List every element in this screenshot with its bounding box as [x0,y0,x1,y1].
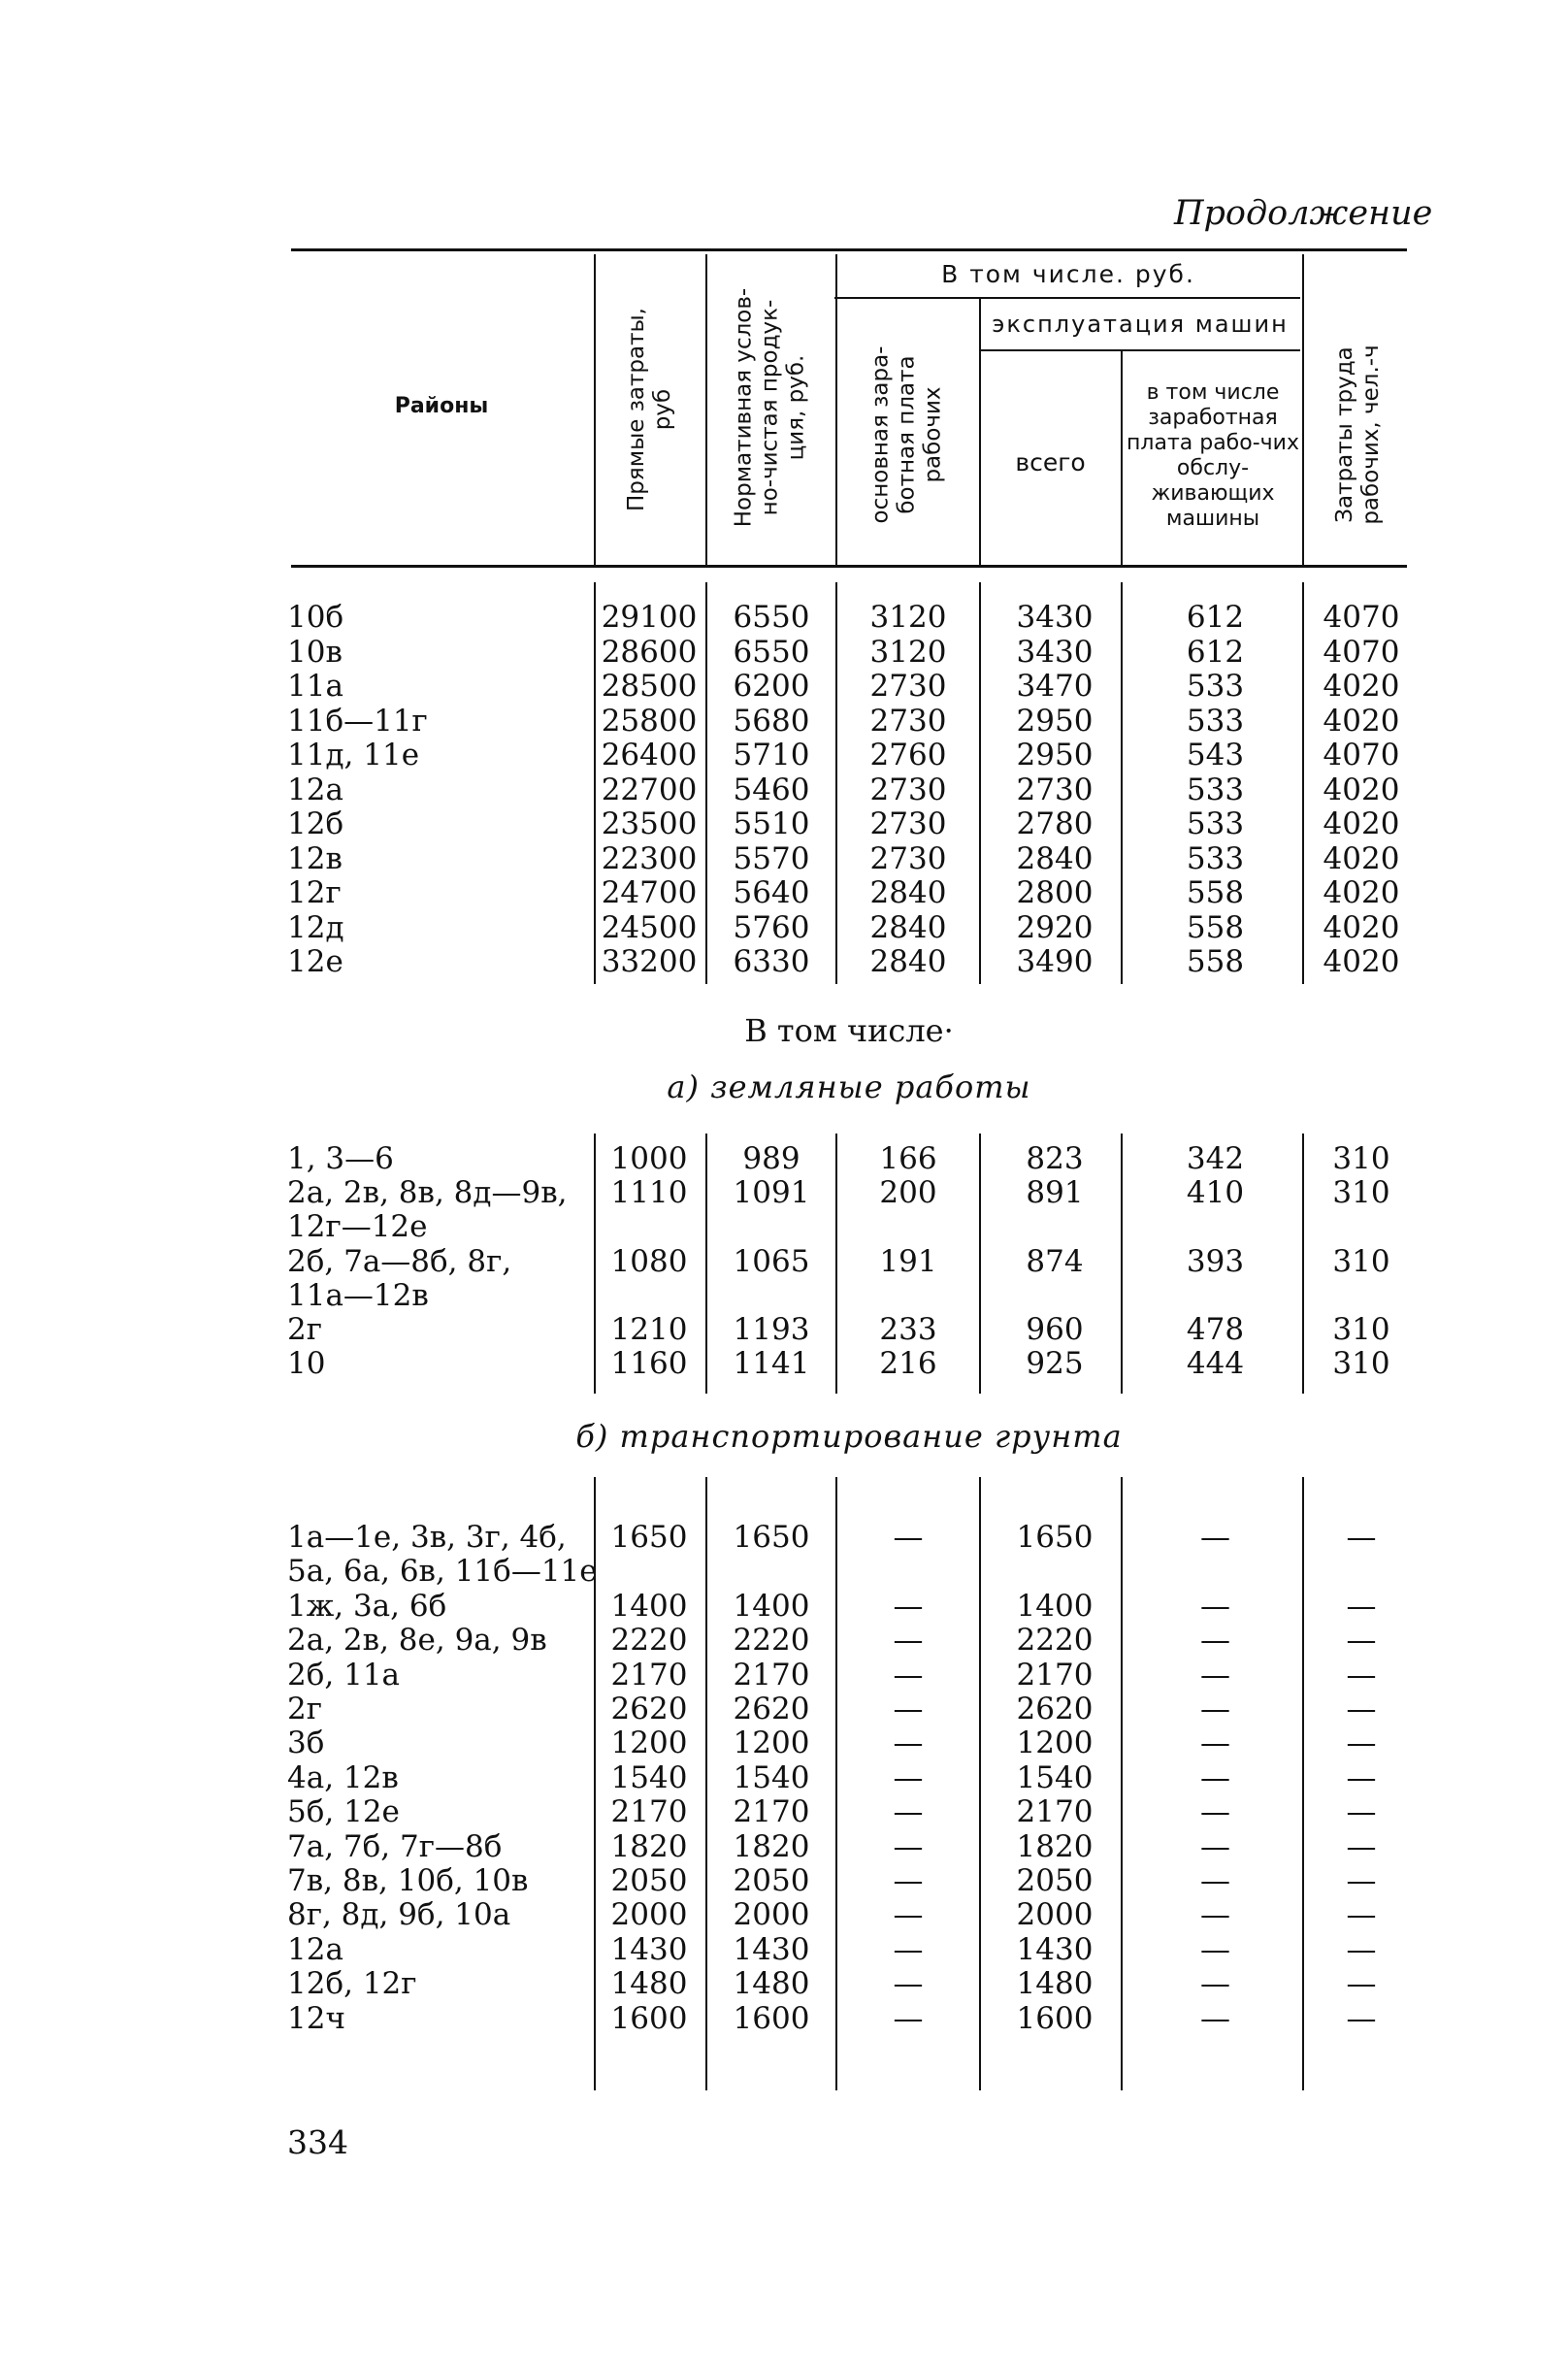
value-cell: 22300 [601,840,698,876]
value-cell: 2620 [610,1692,688,1726]
table-row [0,704,1568,739]
district-cell: 5а, 6а, 6в, 11б—11е [287,1554,598,1590]
value-cell: 4020 [1323,703,1400,739]
value-cell: 1400 [733,1588,810,1624]
value-cell: 2000 [1016,1897,1094,1933]
value-cell: 6550 [733,634,810,670]
value-cell: 2730 [1016,772,1094,807]
value-cell: 5710 [733,738,810,772]
value-cell: 1480 [1016,1966,1094,2002]
value-cell: 1200 [610,1725,688,1761]
value-cell: — [1346,1931,1377,1967]
value-cell: 891 [1026,1175,1084,1211]
table-row [0,1244,1568,1279]
value-cell: 2170 [610,1794,688,1830]
value-cell: — [1200,1931,1230,1967]
value-cell: 2170 [610,1657,688,1692]
value-cell: — [1346,1966,1377,2002]
header-base-wages: основная зара- ботная плата рабочих [867,345,946,524]
header-machine-wages: в том числе заработная плата рабо-чих обслу-живающих машины [1127,380,1299,531]
district-cell: 12г [287,875,342,910]
district-cell: 7в, 8в, 10б, 10в [287,1863,529,1898]
value-cell: 2220 [733,1623,810,1659]
value-cell: — [1200,1897,1230,1933]
value-cell: 4020 [1323,875,1400,910]
value-cell: 2730 [869,840,947,876]
value-cell: 1650 [610,1520,688,1555]
value-cell: 310 [1332,1141,1390,1176]
district-cell: 4а, 12в [287,1759,399,1795]
district-cell: 2г [287,1692,322,1726]
table-row [0,1520,1568,1555]
value-cell: — [1346,1897,1377,1933]
value-cell: 533 [1186,669,1245,704]
district-cell: 11б—11г [287,703,428,739]
value-cell: 1091 [733,1175,810,1211]
value-cell: 3120 [869,600,947,635]
table-row [0,1760,1568,1795]
value-cell: 5640 [733,875,810,910]
value-cell: — [1346,1623,1377,1659]
value-cell: 233 [879,1312,937,1347]
table-row [0,772,1568,807]
value-cell: 960 [1026,1312,1084,1347]
district-cell: 11д, 11е [287,738,420,772]
value-cell: 543 [1186,738,1245,772]
header-including-group: В том числе. руб. [941,260,1195,288]
value-cell: 4020 [1323,772,1400,807]
table-row [0,1966,1568,2001]
value-cell: 1210 [610,1312,688,1347]
value-cell: 6550 [733,600,810,635]
district-cell: 2а, 2в, 8в, 8д—9в, [287,1175,568,1211]
district-cell: 11а—12в [287,1277,429,1313]
value-cell: — [1200,1966,1230,2002]
header-vline [1302,254,1304,565]
header-vline [594,254,596,565]
header-total: всего [1015,448,1086,476]
district-cell: 2б, 11а [287,1657,401,1692]
table-row [0,875,1568,910]
district-cell: 2а, 2в, 8е, 9а, 9в [287,1623,547,1659]
value-cell: 4020 [1323,669,1400,704]
value-cell: 1650 [1016,1520,1094,1555]
value-cell: — [893,1623,924,1659]
table-top-rule [291,248,1407,251]
value-cell: 533 [1186,703,1245,739]
district-cell: 12ч [287,2000,345,2036]
value-cell: 1540 [733,1759,810,1795]
district-cell: 12в [287,840,343,876]
value-cell: — [1346,1588,1377,1624]
header-direct-costs: Прямые затраты, руб [623,308,675,511]
value-cell: 1200 [1016,1725,1094,1761]
value-cell: 25800 [601,703,698,739]
value-cell: 1650 [733,1520,810,1555]
value-cell: 33200 [601,944,698,979]
value-cell: — [1200,1588,1230,1624]
value-cell: 1600 [733,2000,810,2036]
table-row [0,1623,1568,1658]
table-row [0,944,1568,979]
value-cell: 533 [1186,772,1245,807]
value-cell: — [1200,1623,1230,1659]
value-cell: — [1346,2000,1377,2036]
value-cell: 2050 [1016,1863,1094,1898]
value-cell: 166 [879,1141,937,1176]
value-cell: 533 [1186,806,1245,841]
value-cell: 1200 [733,1725,810,1761]
district-cell: 12д [287,909,344,945]
value-cell: 989 [742,1141,800,1176]
value-cell: — [1200,1794,1230,1830]
value-cell: 612 [1186,634,1245,670]
value-cell: 612 [1186,600,1245,635]
table-row [0,1932,1568,1967]
value-cell: 410 [1186,1175,1245,1211]
value-cell: 558 [1186,909,1245,945]
table-row [0,738,1568,772]
value-cell: 444 [1186,1346,1245,1382]
value-cell: 310 [1332,1346,1390,1382]
value-cell: 533 [1186,840,1245,876]
value-cell: 1540 [1016,1759,1094,1795]
value-cell: 1065 [733,1243,810,1279]
value-cell: 4020 [1323,840,1400,876]
value-cell: — [1200,1657,1230,1692]
value-cell: — [893,1657,924,1692]
value-cell: 1141 [733,1346,810,1382]
district-cell: 10б [287,600,344,635]
district-cell: 1, 3—6 [287,1141,394,1176]
table-row [0,806,1568,841]
value-cell: 5680 [733,703,810,739]
value-cell: 2730 [869,703,947,739]
header-bottom-rule [291,565,1407,568]
header-labor-costs: Затраты труда рабочих, чел.-ч [1331,345,1384,525]
page-number: 334 [287,2123,348,2161]
district-cell: 8г, 8д, 9б, 10а [287,1897,511,1933]
value-cell: — [1200,1725,1230,1761]
value-cell: 4020 [1323,909,1400,945]
district-cell: 3б [287,1725,325,1761]
value-cell: — [1200,1692,1230,1726]
value-cell: — [893,1692,924,1726]
value-cell: 28600 [601,634,698,670]
value-cell: 24700 [601,875,698,910]
district-cell: 12е [287,944,343,979]
value-cell: 478 [1186,1312,1245,1347]
value-cell: — [893,1897,924,1933]
value-cell: — [1200,1759,1230,1795]
value-cell: 191 [879,1243,937,1279]
value-cell: 1430 [733,1931,810,1967]
value-cell: — [893,1863,924,1898]
value-cell: 5570 [733,840,810,876]
value-cell: — [1200,1828,1230,1864]
district-cell: 12а [287,1931,343,1967]
value-cell: 1540 [610,1759,688,1795]
value-cell: — [893,1588,924,1624]
value-cell: 5460 [733,772,810,807]
district-cell: 10в [287,634,343,670]
continuation-label: Продолжение [1174,194,1433,233]
value-cell: 2220 [610,1623,688,1659]
value-cell: 1430 [610,1931,688,1967]
value-cell: 2170 [1016,1794,1094,1830]
value-cell: — [1346,1828,1377,1864]
value-cell: 1160 [610,1346,688,1382]
value-cell: 5510 [733,806,810,841]
value-cell: 3430 [1016,600,1094,635]
district-cell: 12б, 12г [287,1966,417,2002]
value-cell: 3470 [1016,669,1094,704]
value-cell: 2760 [869,738,947,772]
value-cell: 1430 [1016,1931,1094,1967]
value-cell: 1400 [1016,1588,1094,1624]
table-row [0,1141,1568,1176]
value-cell: 1820 [1016,1828,1094,1864]
table-row [0,1278,1568,1313]
value-cell: 1480 [610,1966,688,2002]
value-cell: 2620 [1016,1692,1094,1726]
header-machine-operation: эксплуатация машин [992,311,1289,338]
value-cell: — [1346,1863,1377,1898]
value-cell: 1400 [610,1588,688,1624]
table-row [0,1658,1568,1692]
value-cell: 874 [1026,1243,1084,1279]
value-cell: 28500 [601,669,698,704]
district-cell: 1а—1е, 3в, 3г, 4б, [287,1520,567,1555]
value-cell: — [1200,1863,1230,1898]
value-cell: — [893,1931,924,1967]
value-cell: 26400 [601,738,698,772]
value-cell: 2730 [869,806,947,841]
table-row [0,841,1568,876]
value-cell: 2780 [1016,806,1094,841]
value-cell: 1080 [610,1243,688,1279]
value-cell: 558 [1186,944,1245,979]
value-cell: 393 [1186,1243,1245,1279]
value-cell: 6330 [733,944,810,979]
district-cell: 2б, 7а—8б, 8г, [287,1243,512,1279]
value-cell: 2170 [1016,1657,1094,1692]
value-cell: — [893,2000,924,2036]
value-cell: — [893,1725,924,1761]
table-row [0,1175,1568,1210]
table-row [0,1589,1568,1624]
value-cell: — [1200,1520,1230,1555]
value-cell: 2170 [733,1794,810,1830]
value-cell: 2840 [869,909,947,945]
header-vline [835,254,837,565]
value-cell: 1600 [610,2000,688,2036]
district-cell: 12г—12е [287,1209,428,1245]
value-cell: 2800 [1016,875,1094,910]
value-cell: — [893,1828,924,1864]
table-row [0,1863,1568,1898]
value-cell: 2950 [1016,703,1094,739]
value-cell: — [893,1520,924,1555]
value-cell: 1820 [733,1828,810,1864]
district-cell: 1ж, 3а, 6б [287,1588,447,1624]
value-cell: 310 [1332,1175,1390,1211]
group-rule [834,297,1300,299]
district-cell: 2г [287,1312,322,1347]
header-vline [1121,351,1123,565]
section-a-title: а) земляные работы [667,1068,1031,1105]
value-cell: 1820 [610,1828,688,1864]
value-cell: 2050 [610,1863,688,1898]
value-cell: 2950 [1016,738,1094,772]
value-cell: 1110 [610,1175,688,1211]
value-cell: 925 [1026,1346,1084,1382]
table-row [0,1209,1568,1244]
value-cell: — [1346,1794,1377,1830]
value-cell: 2000 [733,1897,810,1933]
table-row [0,1794,1568,1829]
value-cell: 2920 [1016,909,1094,945]
value-cell: 558 [1186,875,1245,910]
value-cell: 29100 [601,600,698,635]
value-cell: 2170 [733,1657,810,1692]
value-cell: — [1346,1692,1377,1726]
district-cell: 10 [287,1346,326,1382]
value-cell: 3490 [1016,944,1094,979]
value-cell: 3430 [1016,634,1094,670]
value-cell: 2730 [869,669,947,704]
value-cell: 2220 [1016,1623,1094,1659]
value-cell: 2050 [733,1863,810,1898]
value-cell: 1480 [733,1966,810,2002]
table-row [0,1692,1568,1726]
table-row [0,1346,1568,1381]
value-cell: — [893,1759,924,1795]
value-cell: — [1346,1759,1377,1795]
header-districts: Районы [394,394,489,418]
table-row [0,600,1568,635]
value-cell: 2000 [610,1897,688,1933]
value-cell: 2840 [1016,840,1094,876]
value-cell: 1600 [1016,2000,1094,2036]
value-cell: 22700 [601,772,698,807]
value-cell: — [1346,1725,1377,1761]
value-cell: 2840 [869,944,947,979]
table-row [0,910,1568,945]
value-cell: — [1200,2000,1230,2036]
value-cell: — [893,1966,924,2002]
section-b-title: б) транспортирование грунта [575,1418,1123,1455]
value-cell: 4070 [1323,738,1400,772]
table-row [0,2001,1568,2036]
value-cell: 342 [1186,1141,1245,1176]
district-cell: 11а [287,669,343,704]
table-row [0,1554,1568,1589]
value-cell: 2730 [869,772,947,807]
value-cell: 310 [1332,1243,1390,1279]
value-cell: 310 [1332,1312,1390,1347]
table-row [0,1897,1568,1932]
table-row [0,1829,1568,1864]
value-cell: 200 [879,1175,937,1211]
value-cell: 24500 [601,909,698,945]
value-cell: 823 [1026,1141,1084,1176]
value-cell: 1000 [610,1141,688,1176]
section-including: В том числе· [744,1012,954,1049]
table-row [0,635,1568,670]
value-cell: 5760 [733,909,810,945]
table-row [0,1725,1568,1760]
value-cell: 2620 [733,1692,810,1726]
value-cell: — [893,1794,924,1830]
value-cell: — [1346,1520,1377,1555]
subgroup-rule [980,349,1300,351]
table-row [0,1312,1568,1347]
value-cell: — [1346,1657,1377,1692]
value-cell: 4070 [1323,634,1400,670]
value-cell: 4020 [1323,806,1400,841]
table-row [0,669,1568,704]
value-cell: 2840 [869,875,947,910]
value-cell: 3120 [869,634,947,670]
district-cell: 12а [287,772,343,807]
district-cell: 7а, 7б, 7г—8б [287,1828,503,1864]
value-cell: 216 [879,1346,937,1382]
value-cell: 4070 [1323,600,1400,635]
value-cell: 1193 [733,1312,810,1347]
header-normative-product: Нормативная услов- но-чистая продук- ция, руб. [731,287,809,528]
header-vline [705,254,707,565]
value-cell: 23500 [601,806,698,841]
district-cell: 12б [287,806,344,841]
value-cell: 6200 [733,669,810,704]
value-cell: 4020 [1323,944,1400,979]
district-cell: 5б, 12е [287,1794,400,1830]
